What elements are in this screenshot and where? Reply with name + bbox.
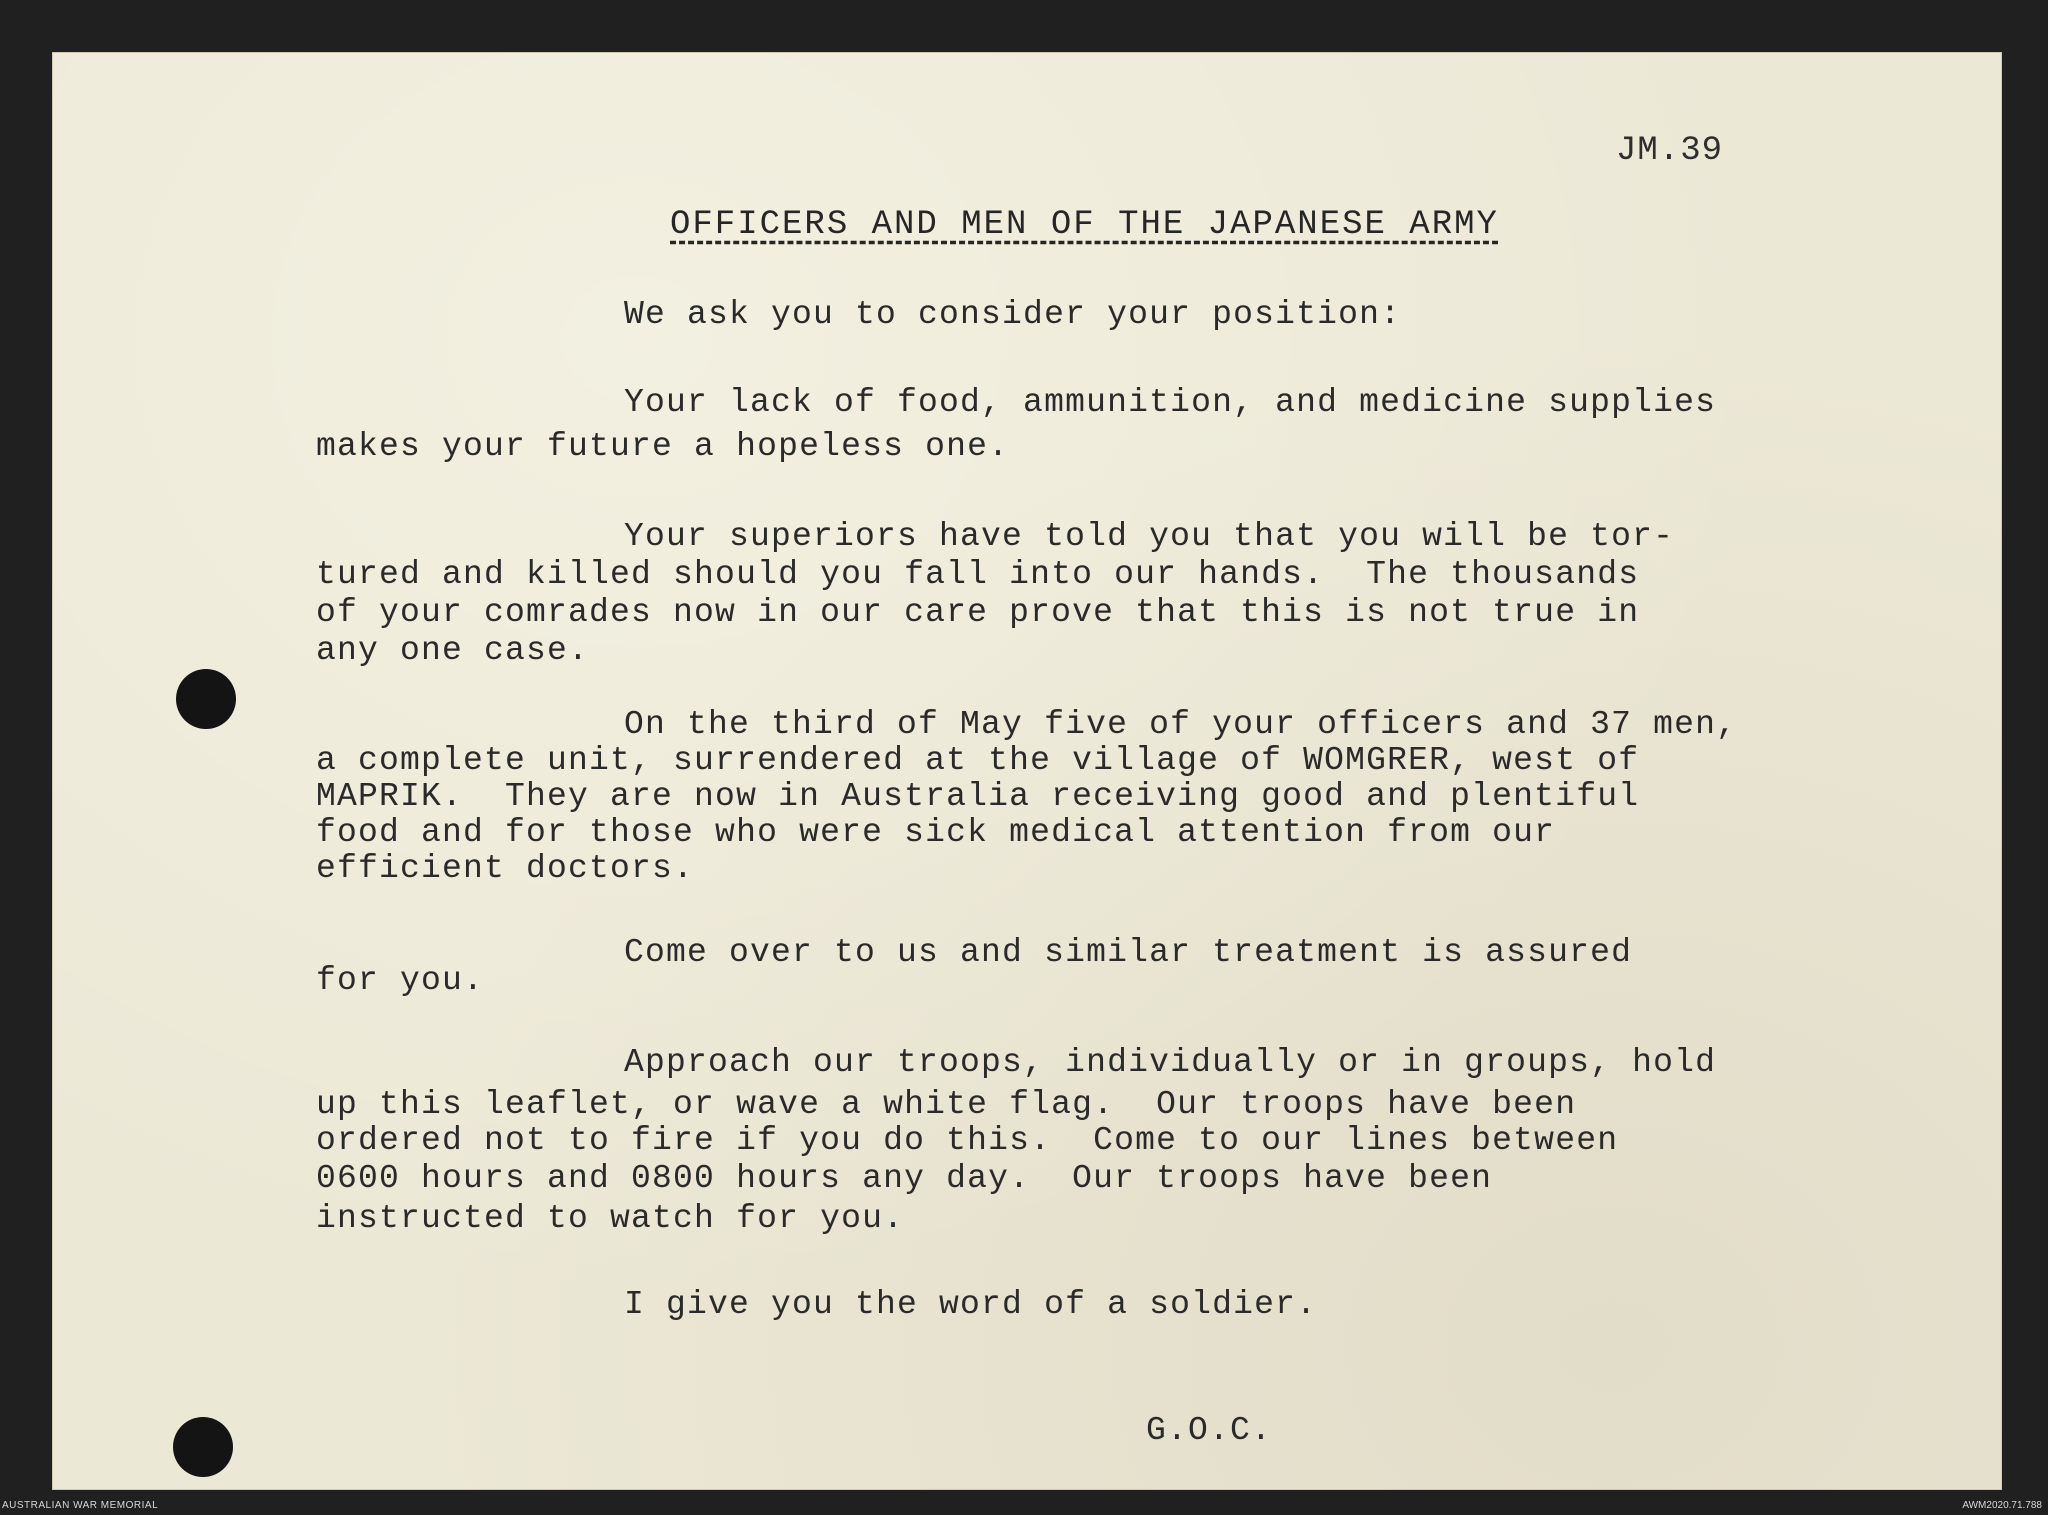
text-line: for you. (316, 962, 485, 999)
text-line: ordered not to fire if you do this. Come to our lines between (316, 1122, 1619, 1159)
text-line: Your lack of food, ammunition, and medicine supplies (624, 384, 1717, 421)
signature: G.O.C. (1146, 1412, 1273, 1449)
text-line: I give you the word of a soldier. (624, 1286, 1318, 1323)
text-line: We ask you to consider your position: (624, 296, 1402, 333)
text-line: makes your future a hopeless one. (316, 428, 1010, 465)
text-line: a complete unit, surrendered at the village of WOMGRER, west of (316, 742, 1640, 779)
document-reference: JM.39 (1616, 132, 1724, 170)
punch-hole (176, 669, 236, 729)
text-line: efficient doctors. (316, 850, 695, 887)
text-line: Approach our troops, individually or in groups, hold (624, 1044, 1717, 1081)
text-line: MAPRIK. They are now in Australia receiving good and plentiful (316, 778, 1640, 815)
text-line: any one case. (316, 632, 590, 669)
page-title: OFFICERS AND MEN OF THE JAPANESE ARMY (670, 206, 1499, 244)
text-line: food and for those who were sick medical attention from our (316, 814, 1556, 851)
text-line: of your comrades now in our care prove that this is not true in (316, 594, 1640, 631)
text-line: Your superiors have told you that you will be tor- (624, 518, 1675, 555)
archive-credit: AUSTRALIAN WAR MEMORIAL (2, 1500, 159, 1511)
text-line: Come over to us and similar treatment is assured (624, 934, 1633, 971)
punch-hole (173, 1417, 233, 1477)
text-line: On the third of May five of your officers and 37 men, (624, 706, 1738, 743)
text-line: 0600 hours and 0800 hours any day. Our troops have been (316, 1160, 1493, 1197)
text-line: tured and killed should you fall into our hands. The thousands (316, 556, 1640, 593)
archive-accession-number: AWM2020.71.788 (1962, 1500, 2042, 1511)
text-line: up this leaflet, or wave a white flag. Our troops have been (316, 1086, 1577, 1123)
text-line: instructed to watch for you. (316, 1200, 905, 1237)
